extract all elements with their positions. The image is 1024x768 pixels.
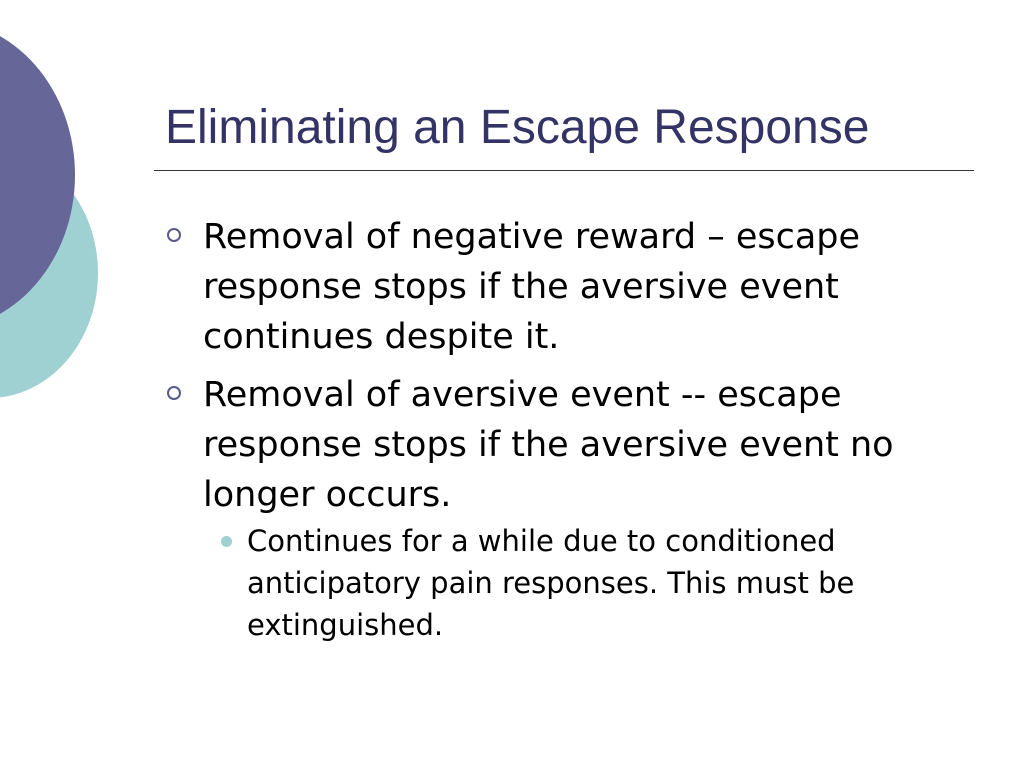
- sub-bullet-list: [203, 520, 975, 646]
- filled-dot-bullet-icon: [221, 536, 232, 547]
- bullet-text: Removal of aversive event -- escape response stops if the aversive event no longer occurs.: [203, 375, 894, 515]
- bullet-text: Removal of negative reward – escape response stops if the aversive event continues despite it.: [203, 217, 861, 357]
- hollow-circle-bullet-icon: [167, 386, 181, 400]
- hollow-circle-bullet-icon: [167, 228, 181, 242]
- title-divider: [154, 170, 974, 171]
- bullet-item: [165, 370, 975, 646]
- bullet-item: [165, 212, 975, 362]
- slide-title: Eliminating an Escape Response: [165, 101, 870, 154]
- bullet-list: [165, 212, 975, 654]
- sub-bullet-item: [203, 520, 975, 646]
- sub-bullet-text: Continues for a while due to conditioned anticipatory pain responses. This must be extinguished.: [247, 524, 855, 642]
